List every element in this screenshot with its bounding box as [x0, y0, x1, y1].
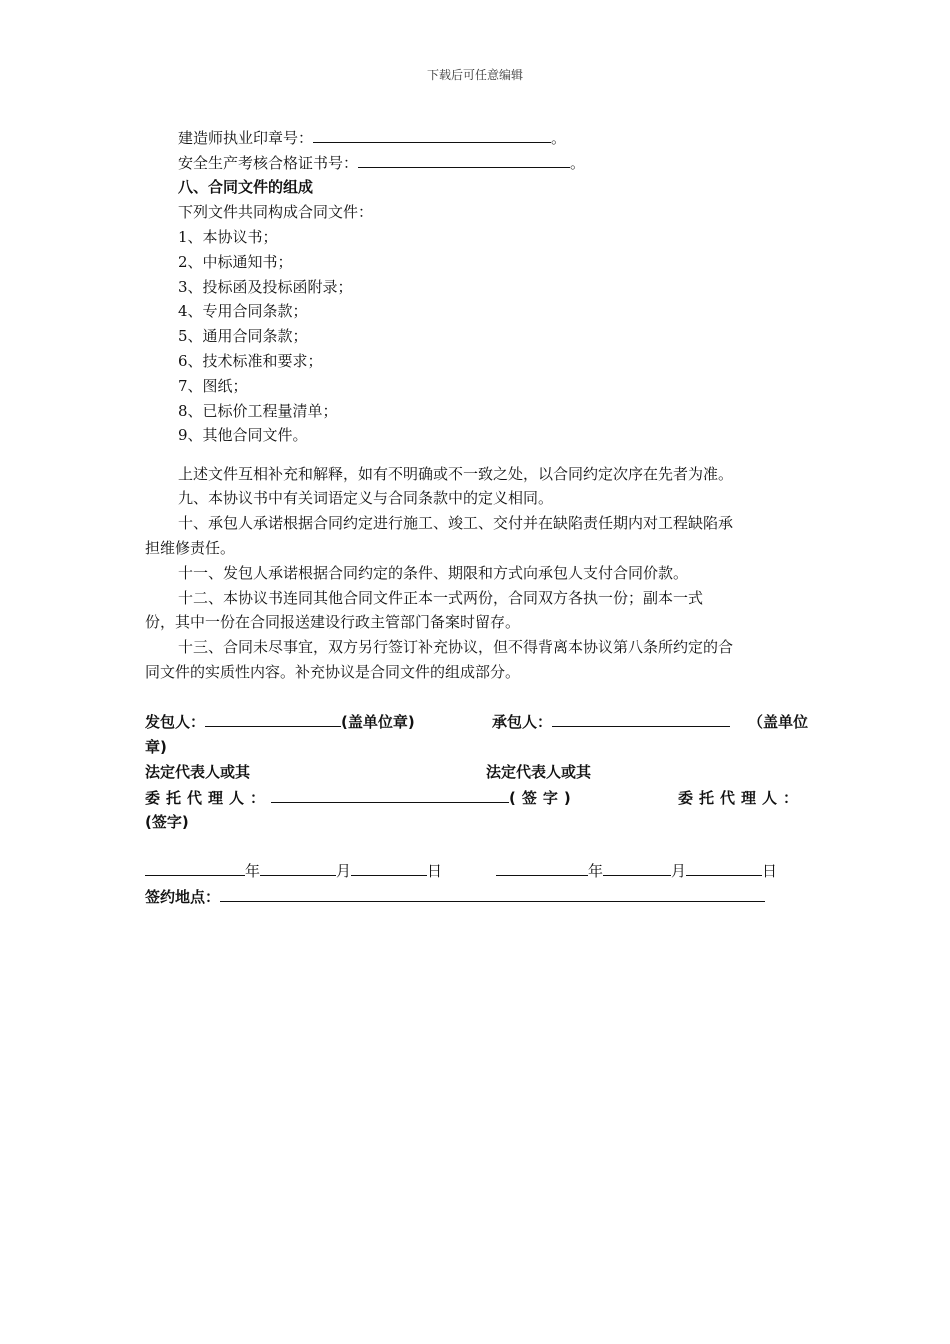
list-item: 5、通用合同条款；: [178, 327, 308, 345]
architect-seal-line: [178, 128, 566, 148]
year-blank: [145, 862, 245, 876]
list-item: 1、本协议书；: [178, 228, 278, 246]
contractor-line: [492, 712, 730, 732]
list-item: 9、其他合同文件。: [178, 426, 308, 444]
month-label: 月: [336, 862, 352, 880]
architect-seal-label: 建造师执业印章号：: [178, 129, 314, 147]
list-item: 7、图纸；: [178, 377, 248, 395]
clause-13-line1: 十三、合同未尽事宜，双方另行签订补充协议，但不得背离本协议第八条所约定的合: [178, 638, 734, 656]
legal-rep-right: 法定代表人或其: [486, 763, 592, 781]
month-blank: [603, 862, 671, 876]
month-label: 月: [671, 862, 687, 880]
contractor-blank: [552, 713, 730, 727]
list-item: 3、投标函及投标函附录；: [178, 278, 353, 296]
day-blank: [686, 862, 762, 876]
year-label: 年: [588, 862, 604, 880]
place-blank: [220, 888, 765, 902]
year-label: 年: [245, 862, 261, 880]
section8-closing: 上述文件互相补充和解释，如有不明确或不一致之处，以合同约定次序在先者为准。: [178, 465, 734, 483]
end-mark: 。: [570, 154, 586, 172]
day-label: 日: [762, 862, 778, 880]
agent-left-label: 委托代理人：: [145, 789, 272, 807]
section8-title: 八、合同文件的组成: [178, 178, 314, 196]
end-mark: 。: [551, 129, 567, 147]
day-label: 日: [427, 862, 443, 880]
place-label: 签约地点：: [145, 888, 221, 906]
list-item: 2、中标通知书；: [178, 253, 293, 271]
legal-rep-left: 法定代表人或其: [145, 763, 251, 781]
list-item: 8、已标价工程量清单；: [178, 402, 338, 420]
date-left: [145, 861, 442, 881]
agent-left-line: [145, 788, 577, 808]
agent-sign: (签字): [509, 789, 577, 807]
month-blank: [260, 862, 336, 876]
safety-cert-label: 安全生产考核合格证书号：: [178, 154, 359, 172]
employer-label: 发包人：: [145, 713, 206, 731]
clause-10-line2: 担维修责任。: [145, 539, 236, 557]
agent-left-blank: [271, 789, 509, 803]
clause-11: 十一、发包人承诺根据合同约定的条件、期限和方式向承包人支付合同价款。: [178, 564, 689, 582]
clause-10-line1: 十、承包人承诺根据合同约定进行施工、竣工、交付并在缺陷责任期内对工程缺陷承: [178, 514, 734, 532]
employer-seal: (盖单位章): [341, 713, 415, 731]
place-line: [145, 887, 765, 907]
header-note: 下载后可任意编辑: [426, 68, 523, 82]
list-item: 4、专用合同条款；: [178, 302, 308, 320]
clause-13-line2: 同文件的实质性内容。补充协议是合同文件的组成部分。: [145, 663, 521, 681]
contractor-label: 承包人：: [492, 713, 553, 731]
clause-9: 九、本协议书中有关词语定义与合同条款中的定义相同。: [178, 489, 554, 507]
contractor-seal-wrap: 章): [145, 738, 167, 756]
contractor-seal: （盖单位: [748, 713, 809, 731]
employer-blank: [205, 713, 341, 727]
safety-cert-line: [178, 153, 585, 173]
list-item: 6、技术标准和要求；: [178, 352, 323, 370]
clause-12-line2: 份，其中一份在合同报送建设行政主管部门备案时留存。: [145, 613, 521, 631]
section8-intro: 下列文件共同构成合同文件：: [178, 203, 374, 221]
safety-cert-blank: [358, 154, 570, 168]
year-blank: [496, 862, 588, 876]
clause-12-line1: 十二、本协议书连同其他合同文件正本一式两份，合同双方各执一份；副本一式: [178, 589, 704, 607]
date-right: [496, 861, 777, 881]
agent-right-label: 委托代理人：: [678, 789, 805, 807]
day-blank: [351, 862, 427, 876]
employer-line: [145, 712, 415, 732]
agent-right-sign: (签字): [145, 813, 189, 831]
architect-seal-blank: [313, 129, 551, 143]
